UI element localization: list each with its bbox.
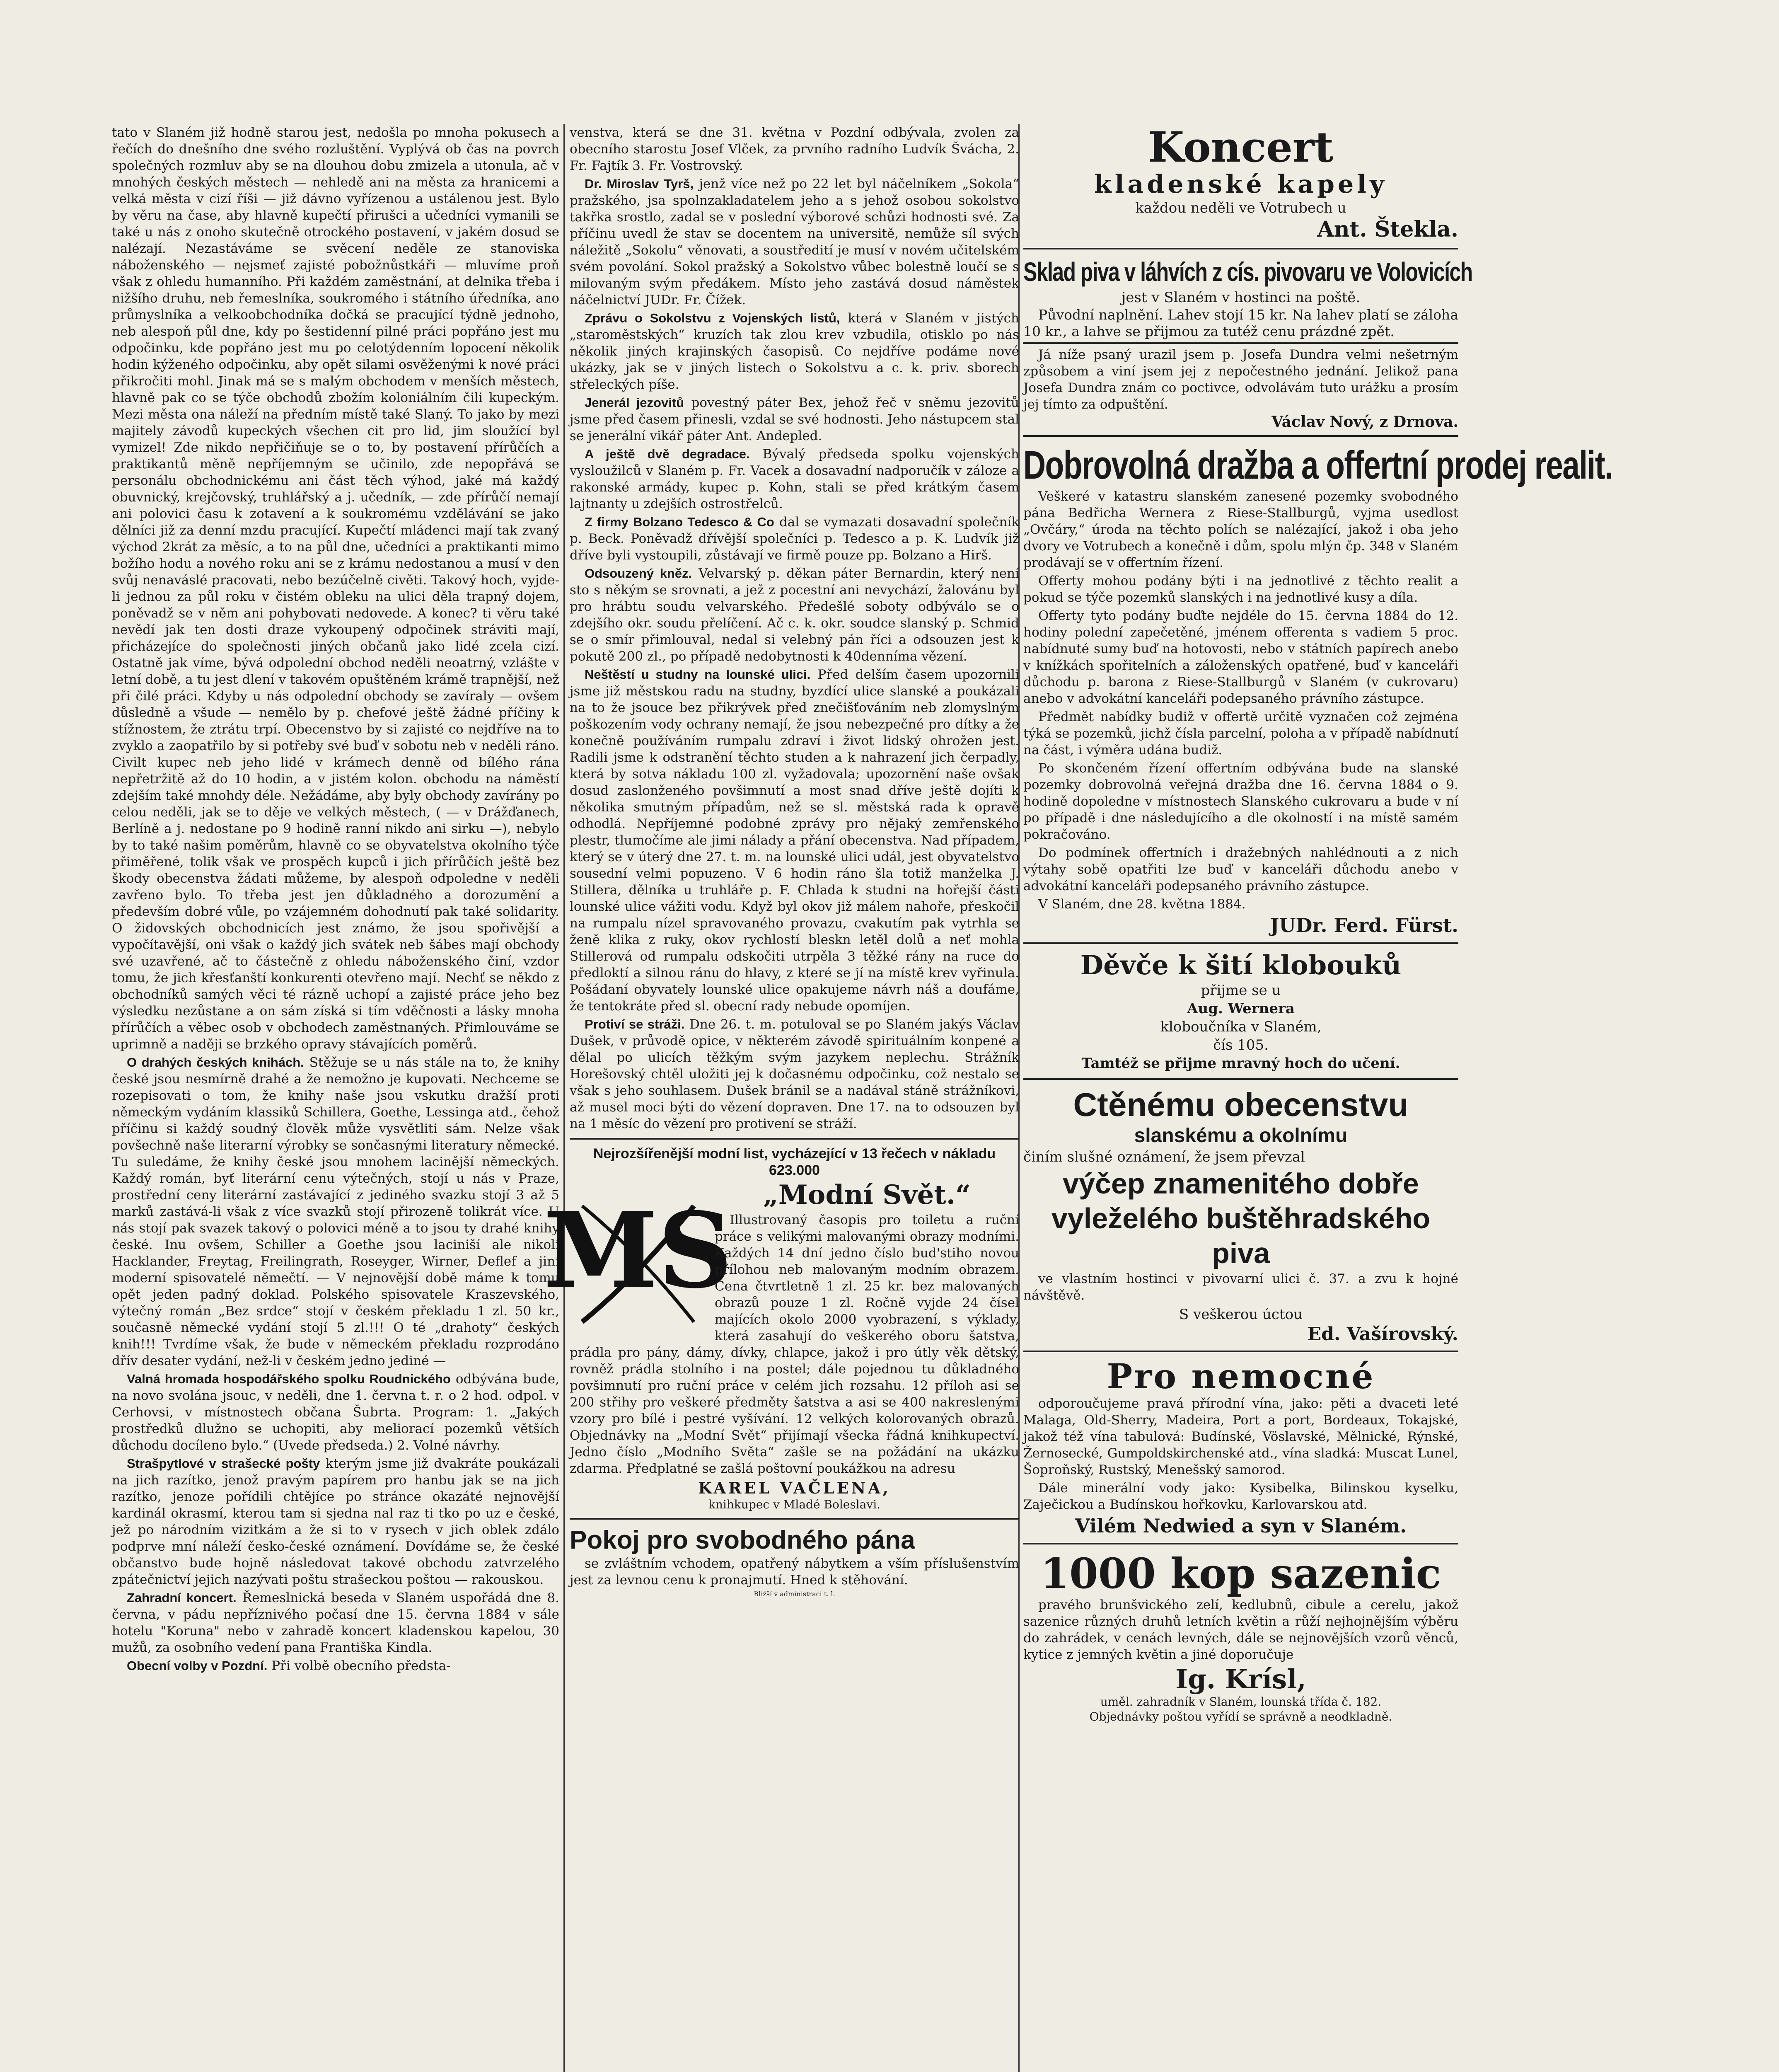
article-headline: Strašpytlové v strašecké pošty: [127, 1456, 320, 1471]
article-guard: [570, 1016, 1019, 1132]
ad-text: činím slušné oznámení, že jsem převzal: [1023, 1149, 1305, 1165]
ad-text: se zvláštním vchodem, opatřený nábytkem a vším příslušenstvím jest za levnou cenu k pronajmutí. Hned k stěhování.: [570, 1556, 1019, 1588]
article-bolzano: [570, 514, 1019, 564]
article-text: kterým jsme již dvakráte poukázali na jich razítko, jenož pravým papírem pro hanbu jak se na jich razítko, jenoze pořídili chtějíce po stránce okazáté nejnovější kardinál okrasmí, kterou tam si sjedna nal raz ti tko po uz e české, jež po národním vizitkám a že si to v rysech v jich oblek zdálo podprve mní náleží česko-české oznámení. Dovídáme se, že české občanstvo bude hojně následovat takové obchodu zatvrzelého zpátečnictví jejich nazývati poštu strašeckou poštou — rakouskou.: [112, 1456, 560, 1587]
divider: [1023, 1078, 1458, 1080]
ad-text: Aug. Wernera: [1187, 1000, 1295, 1017]
ad-text: Tamtéž se přijme mravný hoch do učení.: [1081, 1055, 1400, 1072]
article-text: odbývána bude, na novo svolána jsouc, v neděli, dne 1. června t. r. o 2 hod. odpol. v Cerhovsi, v místnostech občana Šubrta. Program: 1. „Jakých prostředků dlužno se uchopiti, aby meliorací pozemků větších důchodu docíleno bylo.“ (Uvede předseda.) 2. Volné návrhy.: [112, 1372, 559, 1453]
ad-beer-tap: [1023, 1086, 1458, 1345]
ad-room-rent: [570, 1525, 1019, 1598]
ad-text: jest v Slaném v hostinci na poště.: [1121, 289, 1361, 306]
column-rule: [563, 124, 565, 2072]
divider: [1023, 342, 1458, 344]
ad-beer: [1023, 255, 1472, 431]
article-garden-concert: [112, 1590, 559, 1656]
article-headline: Zahradní koncert.: [127, 1590, 237, 1605]
article-headline: A ještě dvě degradace.: [585, 447, 750, 461]
ad-text: Do podmínek offertních i dražebných nahlédnouti a z nich výtahy sobě opatřiti lze buď v kanceláři důchodu anebo v advokátní kanceláři podepsaného právního zástupce.: [1023, 845, 1458, 893]
ad-koncert: [1023, 124, 1458, 242]
ad-text: S veškerou úctou: [1179, 1306, 1303, 1323]
ad-text: každou neděli ve Votrubech u: [1135, 200, 1346, 216]
ad-date: V Slaném, dne 28. května 1884.: [1038, 897, 1246, 912]
article-text: povestný páter Bex, jehož řeč v sněmu jezovitů jsme před časem přinesli, vzdal se své hodnosti. Jeho nástupcem stal se jenerální vikář páter Ant. Andepled.: [570, 395, 1020, 443]
article-degradations: [570, 446, 1019, 512]
ad-title: Děvče k šití klobouků: [1080, 950, 1402, 981]
divider: [570, 1138, 1019, 1140]
article-text: Stěžuje se u nás stále na to, že knihy české jsou nesmírně drahé a že nemožno je kupovati. Nechceme se rozepisovati o tom, že knihy naše jsou vskutku dražší proti německým vydáním klassiků Schillera, Goethe, Lessinga atd., čehož příčinu si každý soudný člověk může vysvětliti sám. Nelze však povšechně naše literarní výrobky se sončasnými literatury německé. Tu suledáme, že knihy české jsou mnohem lacinější německých. Každý román, byť literární cenu výtečných, stojí u nás v Praze, prostřední ceny literární zastávající z jediného svazku stojí 3 až 5 marků zastává-li však z více svazků stojí přirozeně tolikrát více. U nás stojí pak svazek takový o polovici méně a to jsou ty drahé knihy české. Inu ovšem, Schiller a Goethe jsou laciniší ale nikoli Hacklander, Freytag, Freilingrath, Roseyger, Wirner, Deflef a jiní moderní spisovatelé němečtí. — V nejnovější době máme k tomu opět jeden padný doklad. Polského spisovatele Kraszevského, výtečný román „Bez srdce“ stojí v českém překladu 1 zl. 50 kr., současně německé vydání stojí 5 zl.!!! O té „drahoty“ českých knih!!! Tvrdíme však, že bude v německém překladu rozprodáno dřív desater vydání, než-li v českém jedno jediné —: [112, 1055, 559, 1368]
article-headline: Protiví se stráži.: [585, 1017, 685, 1031]
ad-header: Nejrozšířenější modní list, vycházející v 13 řečech v nákladu 623.000: [593, 1146, 996, 1178]
apology-signature: Václav Nový, z Drnova.: [1271, 413, 1458, 431]
divider: [1023, 1543, 1458, 1544]
article-headline: Neštěstí u studny na lounské ulici.: [585, 667, 811, 682]
ad-text: Offerty tyto podány buďte nejdéle do 15. června 1884 do 12. hodiny polední zapečetěné, jménem offerenta s vadiem 5 proc. nabídnuté sumy buď na hotovosti, nebo v státních papírech anebo v knížkách spořitelních a záloženských opatřené, buď v kanceláři důchodu p. barona z Riese-Stallburgů v Slaném (v cukrovaru) anebo v advokátní kanceláři podepsaného právního zástupce.: [1023, 608, 1458, 706]
article-headline: Valná hromada hospodářského spolku Roudnického: [127, 1372, 451, 1386]
article-headline: Odsouzený kněz.: [585, 566, 692, 581]
ad-signature: Vilém Nedwied a syn v Slaném.: [1075, 1515, 1407, 1537]
article-headline: Jenerál jezovitů: [585, 395, 684, 410]
ad-subtitle: slanskému a okolnímu: [1134, 1125, 1348, 1147]
ad-title: Koncert: [1148, 123, 1334, 172]
ad-hat-maker: [1023, 950, 1458, 1072]
ad-text: odporoučujeme pravá přírodní vína, jako: pěti a dvaceti leté Malaga, Old-Sherry, Madeira, Port a port, Bordeaux, Tokajské, jakož též vína tabulová: Budínské, Vöslavské, Mělnické, Rýnské, Žernosecké, Gumpoldskirchenské atd., vína sladká: Muscat Lunel, Šoproňský, Rustský, Menešský samorod.: [1023, 1396, 1458, 1477]
ad-title: Pokoj pro svobodného pána: [570, 1526, 915, 1554]
ad-wines: [1023, 1358, 1458, 1537]
ad-subtitle: kladenské kapely: [1094, 170, 1387, 199]
ad-signature: Ig. Krísl,: [1175, 1664, 1306, 1695]
article-jesuits: [570, 395, 1019, 444]
article-post-office: [112, 1455, 559, 1588]
ad-text: čís 105.: [1213, 1037, 1269, 1053]
news-column-2: [543, 124, 1020, 1598]
ads-column: [1023, 123, 1613, 1724]
article-elections-cont: venstva, která se dne 31. května v Pozdní odbývala, zvolen za obecního starostu Josef Vlček, za prvního radního Ludvík Švácha, 2. Fr. Fajtík 3. Fr. Vostrovský.: [570, 125, 1019, 173]
ad-auction: [1023, 443, 1613, 937]
ad-text: Po skončeném řízení offertním odbývána bude na slanské pozemky dobrovolná veřejná dražba dne 16. června 1884 o 9. hodině dopoledne v místnostech Slanského cukrovaru a bude v ní po případě i dne následujícího a dle okolností i na místě samém pokračováno.: [1023, 761, 1458, 842]
article-roudnice-assembly: [112, 1371, 559, 1454]
article-text: Řemeslnická beseda v Slaném uspořádá dne 8. června, v pádu nepříznivého počasí dne 15. června 1884 v sále hotelu "Koruna" nebo v zahradě koncert kladenskou kapelou, 30 mužů, za osobního vedení pana Františka Kindla.: [112, 1590, 560, 1655]
article-text: Před delším časem upozornili jsme již městskou radu na studny, byzdící ulice slanské a poukázali na to že jsouce bez přikrývek před znečišťováním neb zlomyslným poškozením vody ochrany nemají, že jsou nebezpečné pro dítky a že konečně používáním rumpalu zdraví i život lidský ohrožen jest. Radili jsme k odstranění těchto studen a k nahrazení jich čerpadly, která by sotva nákladu 100 zl. vyžadovala; upozornění naše ovšak dosud zaslonženého povšimnutí a most snad dříve ještě dojíti k několika smutným případům, než se sl. městská rada k opravě odhodlá. Nepříjemné podobné zprávy pro nějaký zemřenského plestr, tlumočíme ale jimi nálady a přání obecenstva. Nad případem, který se v úterý dne 27. t. m. na lounské ulici udál, jest obyvatelstvo sousední velmi popuzeno. V 6 hodin ráno šla totiž manželka J. Stillera, dělníka u truhláře p. F. Chlada k studni na hořejší části lounské ulice vážiti vodu. Když byl okov již málem nahoře, přeskočil na rumpalu nízel spravovaného provazu, cvakutím pak vytrhla se ženě klika z ruky, okov rychlostí bleskn letěl dolů a neť mohla Stillerová od rumpalu odskočiti utrpěla 3 těžké rány na ruce do předloktí a silnou ránu do hlavy, z které se jí na místě krev vyřinula. Pošádaní obyvately lounské ulice opakujeme návrh náš a doufáme, že tentokráte před sl. obecní rady nebude opomíjen.: [570, 667, 1020, 1014]
article-headline: Obecní volby v Pozdní.: [127, 1658, 268, 1673]
article-sokol: [570, 310, 1019, 393]
article-text: Při volbě obecního předsta-: [271, 1658, 451, 1673]
article-headline: Dr. Miroslav Tyrš,: [585, 177, 694, 191]
divider: [1023, 248, 1458, 249]
divider: [1023, 1351, 1458, 1352]
monogram-letters: MS: [543, 1189, 733, 1311]
ad-text: Předmět nabídky budiž v offertě určitě vyznačen což zejména týká se pozemků, jichž čísla parcelní, poloha a v případě nabídnutí na část, i výměra udána budiž.: [1023, 709, 1458, 758]
ad-text: ve vlastním hostinci v pivovarní ulici č. 37. a zvu k hojné návštěvě.: [1023, 1271, 1458, 1303]
apology-note: Já níže psaný urazil jsem p. Josefa Dundra velmi nešetrným způsobem a viní jsem jej z nepočestného jednání. Jelikož pana Josefa Dundra znám co poctivce, odvolávám tuto urážku a prosím jej tímto za odpuštění.: [1023, 347, 1458, 412]
ad-text: Původní naplnění. Lahev stojí 15 kr. Na lahev platí se záloha 10 kr., a lahve se přijmou za tutéž cenu prázdné zpět.: [1023, 307, 1458, 339]
article-text: jenž více než po 22 let byl náčelníkem „Sokola“ pražského, jsa spolnzakladatelem jeho a s jehož osobou sokolstvo takřka srostlo, zadal se v poslední výborové schůzi hodnosti své. Za příčinu uvedl že stav se docentem na universitě, nemůže síl svých náležitě „Sokolu“ věnovati, a soustředití je musí v novém učitelském svém povolání. Sokol pražský a Sokolstvo vůbec bolestně loučí se s milovaným svým předákem. Místo jeho zastává dosud náměstek náčelnictví JUDr. Fr. Čížek.: [570, 177, 1019, 307]
ad-text: Veškeré v katastru slanském zanesené pozemky svobodného pána Bedřicha Wernera z Riese-Stallburgů, vyjma usedlost „Ovčáry,“ úroda na těchto polích se nalézající, jakož i oba jeho dvory ve Votrubech a konečně i dům, spolu mlýn čp. 348 v Slaném prodávají se v offertním řízení.: [1023, 489, 1458, 570]
ad-signature-sub: knihkupec v Mladé Boleslavi.: [708, 1498, 881, 1511]
ad-text: Illustrovaný časopis pro toiletu a ruční práce s velikými malovanými obrazy modními. Každých 14 dní jedno číslo bud'stiho novou přílohou neb malovaným modním obrazem. Cena čtvrtletně 1 zl. 25 kr. bez malovaných obrazů pouze 1 zl. Ročně vyjde 24 čísel majících okolo 2000 vyobrazení, s výklady, která zasahují do veškerého oboru šatstva, prádla pro pány, dámy, dívky, chlapce, jakož i pro útly věk dětský, rovněž prádla stolního i na postel; dále pojednou tu důkladného povšimnutí pro ruční práce v celém jich rozsahu. 12 příloh asi se 200 střihy pro veškeré předměty šatstva a asi se 400 nakreslenými vzory pro bílé i pestré vyšívání. 12 velkých kolorovaných obrazů. Objednávky na „Modní Svět“ přijímají všecka řádná knihkupectví. Jedno číslo „Modního Světa“ zašle se na požádání na ukázku zdarma. Předplatné se zašlá poštovní poukážkou na adresu: [570, 1213, 1019, 1476]
ad-signature: KAREL VAČLENA,: [698, 1479, 891, 1497]
ad-text: Offerty mohou podány býti i na jednotlivé z těchto realit a pokud se týče pozemků slanských i na jednotlivé kusy a díla.: [1023, 574, 1458, 605]
article-well-accident: [570, 666, 1019, 1014]
article-text: Bývalý předseda spolku vojenských vysloužilců v Slaném p. Fr. Vacek a dosavadní nadporučík v záloze a rakonské armády, kupec p. Kohn, stali se před krátkým časem lajtnanty u zdejších ostrostřelců.: [570, 447, 1019, 511]
article-elections: [112, 1658, 559, 1674]
ad-text: uměl. zahradník v Slaném, lounská třída č. 182.: [1100, 1695, 1382, 1709]
article-text: Velvarský p. děkan páter Bernardin, který není sto s někým se srovnati, a jež z pocestní ani nevychází, žalovánu byl pro hrábtu soudu velvarského. Předešlé soboty odbýválo se o zdejšího okr. soudu přelíčení. Ač c. k. okr. soudce slanský p. Schmid se o smír přimlouval, nedal si velebný pán říci a odsouzen jest k pokutě 200 zl., po případě nedobytnosti k 40denníma vězení.: [570, 566, 1019, 664]
ad-title: Dobrovolná dražba a offertní prodej realit.: [1023, 443, 1613, 487]
ad-text: pravého brunšvického zelí, kedlubnů, cibule a cerelu, jakož sazenice různých druhů letních květin a růží nejhojnějším výběru do zahrádek, v cenách levných, dále se nejnovějších vzorů věnců, kytice z jemných květin a jiné doporučuje: [1023, 1598, 1458, 1662]
article-headline: O drahých českých knihách.: [127, 1055, 304, 1070]
ad-modni-svet: [543, 1145, 1019, 1512]
article-text: Dne 26. t. m. potuloval se po Slaném jakýs Václav Dušek, v průvodě opice, v některém závodě spirituálním konpené a dělal po ulicích těžkým svým jazykem neplechu. Strážník Horešovský chtěl uložiti jej k dočasnému odpočinku, což nestalo se však s jeho souhlasem. Dušek bránil se a nadával stáně strážníkovi, až musel moci býti do vězení dopraven. Dne 17. na to odsouzen byl na 1 měsíc do vězení pro protivení se stráží.: [570, 1017, 1019, 1131]
ad-seedlings: [1023, 1550, 1458, 1724]
ad-signature: Ed. Vašírovský.: [1307, 1324, 1458, 1345]
ad-title: Sklad piva v láhvích z cís. pivovaru ve Volovicích: [1023, 257, 1472, 287]
ad-title: 1000 kop sazenic: [1040, 1549, 1441, 1598]
ad-signature: Ant. Štekla.: [1317, 217, 1458, 242]
ad-signature: JUDr. Ferd. Fürst.: [1270, 914, 1458, 937]
article-tyrs: [570, 176, 1019, 308]
article-czech-books: [112, 1054, 559, 1369]
ad-text: kloboučníka v Slaném,: [1160, 1019, 1322, 1035]
ad-title: Ctěnému obecenstvu: [1073, 1086, 1409, 1123]
news-column-1: [112, 124, 559, 1676]
divider: [1023, 435, 1458, 437]
ad-text: Objednávky poštou vyřídí se správně a neodkladně.: [1089, 1710, 1392, 1723]
article-priest: [570, 565, 1019, 665]
ad-title: „Modní Svět.“: [763, 1179, 971, 1210]
ad-highlight: výčep znamenitého dobře vyleželého buštěhradského piva: [1051, 1167, 1431, 1269]
divider: [570, 1518, 1019, 1520]
article-headline: Z firmy Bolzano Tedesco & Co: [585, 515, 774, 529]
divider: [1023, 942, 1458, 944]
article-text: dal se vymazati dosavadní společník p. Beck. Poněvadž dřívější společníci p. Tedesco a p. K. Ludvík již dříve byli vystoupili, zůstávají ve firmě pouze pp. Bolzano a Hirš.: [570, 515, 1019, 563]
article-headline: Zprávu o Sokolstvu z Vojenských listů,: [585, 311, 840, 325]
ad-title: Pro nemocné: [1107, 1357, 1375, 1397]
article-sunday-rest: tato v Slaném již hodně starou jest, nedošla po mnoha pokusech a řečích do dnešního dne svého rozluštění. Vyplývá ob čas na povrch společných rozmluv aby se na dlouhou dobu zmizela a utonula, ač v mnohých českých městech — nehledě ani na města za hranicemi a velká města v cizí říši — již dávno vyřízenou a ustálenou jest. Bylo by věru na čase, aby hlavně kupečtí přirušci a učedníci vymanili se také u nás z onoho skutečně otrockého postavení, v jakém dosud se nalézají. Nezastáváme se svěcení neděle ze stanoviska náboženského — nejsmeť zajisté pobožnůstkáři — mluvíme proň však z ohledu humanního. Při každém zaměstnání, at delnika třeba i nižšího druhu, neb řemeslníka, soukromého i státního úředníka, ano průmyslníka a velkoobchodníka dočká se pracující týdně jednoho, neb alespoň půl dne, kdy po šestidenní pilné práci popřáno jest mu odpočinku, kde popřáno jest mu po celotýdenním lopocení několik hodin kýženého odpočinku, aby opět silami osvěženými k nové práci přikročiti mohl. Jinak má se s malým obchodem v menších městech, hlavně pak co se týče obchodů zbožím koloniálním čili kupeckým. Mezi města ona náleží na předním místě také Slaný. To jako by mezi majitely závodů kupeckých všechen cit pro lid, jim sloužící byl vymizel! Zde nikdo nepřičiňuje se o to, by postavení přírůčích a praktikantů měně nepříjemným se učinilo, zde nepopřává se personálu obchodnickému ani část těch výhod, jaké má každý obuvnický, krejčovský, truhlářský a j. učedník, — zde přírůčí nemají ani polovici času k zotavení a k soukromému vzdělávání se jako dělníci již za denní mzdu pracující. Kupečtí mládenci mají tak zvaný východ 2krát za měsíc, a to na půl dne, učedníci a praktikanti mimo božího hodu a nového roku ani se z krámu nedostanou a musí v den svůj nenaváslé pracovati, nebo bezúčelně civěti. Takový hoch, vyjde-li jednou za půl roku v čistém obleku na ulici děla trapný dojem, poněvadž se v něm ani pohybovati nedovede. A konec? ti věru také nevědí jak ten dosti draze vykoupený odpočinek stráviti mají, přicházejíce do společnosti jiných občanů jako lidé zcela cizí. Ostatně jak víme, bývá odpolední obchod neděli neoatrný, vzlášte v letní době, a tu jest dlení v takovém opuštěném krámě trapnější, než při čilé práci. Kdyby u nás odpolední obchody se zavíraly — ovšem důsledně a všude — nemělo by p. chefové ještě žádné příčiny k stížnostem, že ztrátu trpí. Obecenstvo by si zajisté co nejdříve na to zvyklo a zaopatřilo by si potřeby své buď v sobotu neb v neděli ráno. Civilt kupec neb jeho lidé v krámech denně od bílého rána nepřetržitě až do 10 hodin, a v jistém kolon. obchodu na náměstí zdejším také mnohdy déle. Nežádáme, aby byly obchody zavírány po celou neděli, jak se to děje ve velkých městech, ( — v Drážďanech, Berlíně a j. nedostane po 9 hodině ranní nikdo ani sirku —), nebylo by to také našim poměrům, hlavně co se obyvatelstva okolního týče přiměřené, tolik však ve prospěch kupců i jich přírůčích ještě bez škody obecenstva žádati můžeme, by alespoň odpoledne v neděli zavřeno bylo. To třeba jest jen důkladného a dorozumění a především dobré vůle, po vzájemném dohodnutí pak také solidarity. O židovských obchodnicích jest známo, že jsou spořivější a vypočítavější, oni však o každý jich svátek neb šábes mají obchody své uzavřené, ač to částečně z ohledu náboženského činí, vzdor tomu, že jich křesťanští konkurenti otevřeno mají. Nechť se někdo z obchodníků samých věci té rázně uchopí a zajisté práce jeho bez výsledku nezůstane a on sám získá si tím vděčnosti a lásky mnoha přírůčích a věbec osob v obchodech zaměstnaných. Přimlouváme se uprimně a naději se brzkého opravy stávajících poměrů.: [112, 125, 559, 1052]
ad-footer: Bližší v administraci t. l.: [754, 1590, 835, 1598]
ad-text: Dále minerální vody jako: Kysibelka, Bilinskou kyselku, Zaječickou a Budínskou hořkovku, Karlovarskou atd.: [1023, 1481, 1458, 1512]
ad-text: přijme se u: [1201, 982, 1281, 999]
monogram-logo: [543, 1181, 733, 1334]
article-text: která v Slaném v jistých „staroměstských“ kruzích tak zlou krev vzbudila, otisklo po nás několik jiných krajinských časopisů. Co nejdříve podáme nové ukázky, jak se v jiných listech o Sokolstvu a c. k. priv. sborech střeleckých píše.: [570, 311, 1019, 392]
